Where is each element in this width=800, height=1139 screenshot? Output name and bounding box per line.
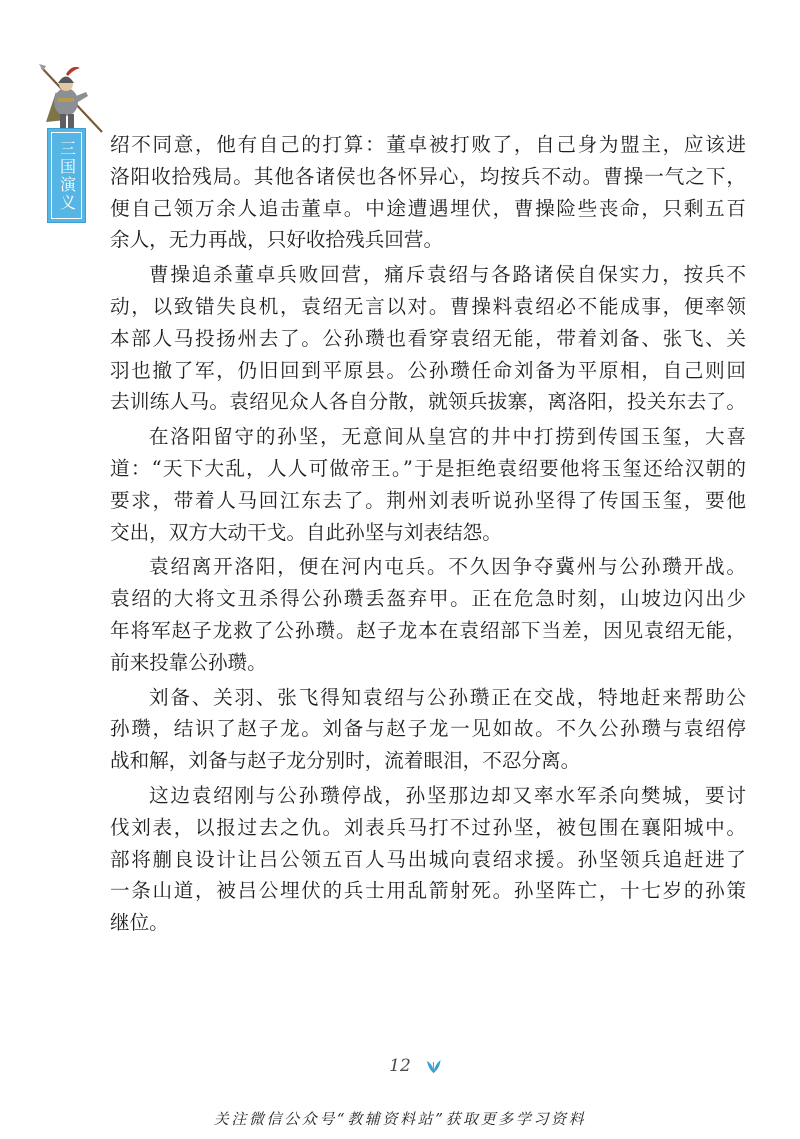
paragraph <box>110 780 746 939</box>
body-text <box>110 129 746 942</box>
text-line: 刘备、关羽、张飞得知袁绍与公孙瓒正在交战，特地赶来帮助公 <box>149 685 746 709</box>
text-line: 孙瓒，结识了赵子龙。刘备与赵子龙一见如故。不久公孙瓒与袁绍停 <box>110 717 746 741</box>
text-line: 去训练人马。袁绍见众人各自分散，就领兵拔寨，离洛阳，投关东去了。 <box>110 390 746 414</box>
text-line: 要求，带着人马回江东去了。荆州刘表听说孙坚得了传国玉玺，要他 <box>110 488 746 512</box>
text-line: 继位。 <box>110 911 169 935</box>
text-line: 曹操追杀董卓兵败回营，痛斥袁绍与各路诸侯自保实力，按兵不 <box>149 263 746 287</box>
text-line: 洛阳收拾残局。其他各诸侯也各怀异心，均按兵不动。曹操一气之下， <box>110 164 746 188</box>
text-line: 袁绍的大将文丑杀得公孙瓒丢盔弃甲。正在危急时刻，山坡边闪出少 <box>110 587 746 611</box>
text-line: 袁绍离开洛阳，便在河内屯兵。不久因争夺冀州与公孙瓒开战。 <box>149 555 746 579</box>
text-line: 部将蒯良设计让吕公领五百人马出城向袁绍求援。孙坚领兵追赶进了 <box>110 847 746 871</box>
text-line: 羽也撤了军，仍旧回到平原县。公孙瓒任命刘备为平原相，自己则回 <box>110 358 746 382</box>
text-line: 绍不同意，他有自己的打算：董卓被打败了，自己身为盟主，应该进 <box>110 133 746 156</box>
side-tab-frame <box>51 132 82 219</box>
text-line: 便自己领万余人追击董卓。中途遭遇埋伏，曹操险些丧命，只剩五百 <box>110 196 746 220</box>
paragraph <box>110 551 746 678</box>
text-line: 前来投靠公孙瓒。 <box>110 650 267 674</box>
text-line: 在洛阳留守的孙坚，无意间从皇宫的井中打捞到传国玉玺，大喜 <box>149 425 746 449</box>
paragraph <box>110 682 746 777</box>
book-title: 三国演义 <box>57 139 77 212</box>
text-line: 一条山道，被吕公埋伏的兵士用乱箭射死。孙坚阵亡，十七岁的孙策 <box>110 879 746 903</box>
page-number: 12 <box>389 1056 411 1076</box>
text-line: 伐刘表，以报过去之仇。刘表兵马打不过孙坚，被包围在襄阳城中。 <box>110 815 746 839</box>
text-line: 动，以致错失良机，袁绍无言以对。曹操料袁绍必不能成事，便率领 <box>110 294 746 318</box>
footer-notice: 关注微信公众号“教辅资料站”获取更多学习资料 <box>213 1110 587 1128</box>
paragraph <box>110 129 746 256</box>
side-tab <box>47 128 86 223</box>
text-line: 交出，双方大动干戈。自此孙坚与刘表结怨。 <box>110 520 502 544</box>
warrior-illustration <box>36 62 106 134</box>
paragraph <box>110 259 746 418</box>
paragraph <box>110 421 746 548</box>
text-line: 本部人马投扬州去了。公孙瓒也看穿袁绍无能，带着刘备、张飞、关 <box>110 326 746 350</box>
text-line: 战和解，刘备与赵子龙分别时，流着眼泪，不忍分离。 <box>110 749 581 773</box>
leaf-sprout-icon <box>425 1057 442 1074</box>
text-line: 这边袁绍刚与公孙瓒停战，孙坚那边却又率水军杀向樊城，要讨 <box>149 783 746 807</box>
text-line: 余人，无力再战，只好收拾残兵回营。 <box>110 228 444 252</box>
text-line: 道：“天下大乱，人人可做帝王。”于是拒绝袁绍要他将玉玺还给汉朝的 <box>110 456 746 480</box>
text-line: 年将军赵子龙救了公孙瓒。赵子龙本在袁绍部下当差，因见袁绍无能， <box>110 618 746 642</box>
